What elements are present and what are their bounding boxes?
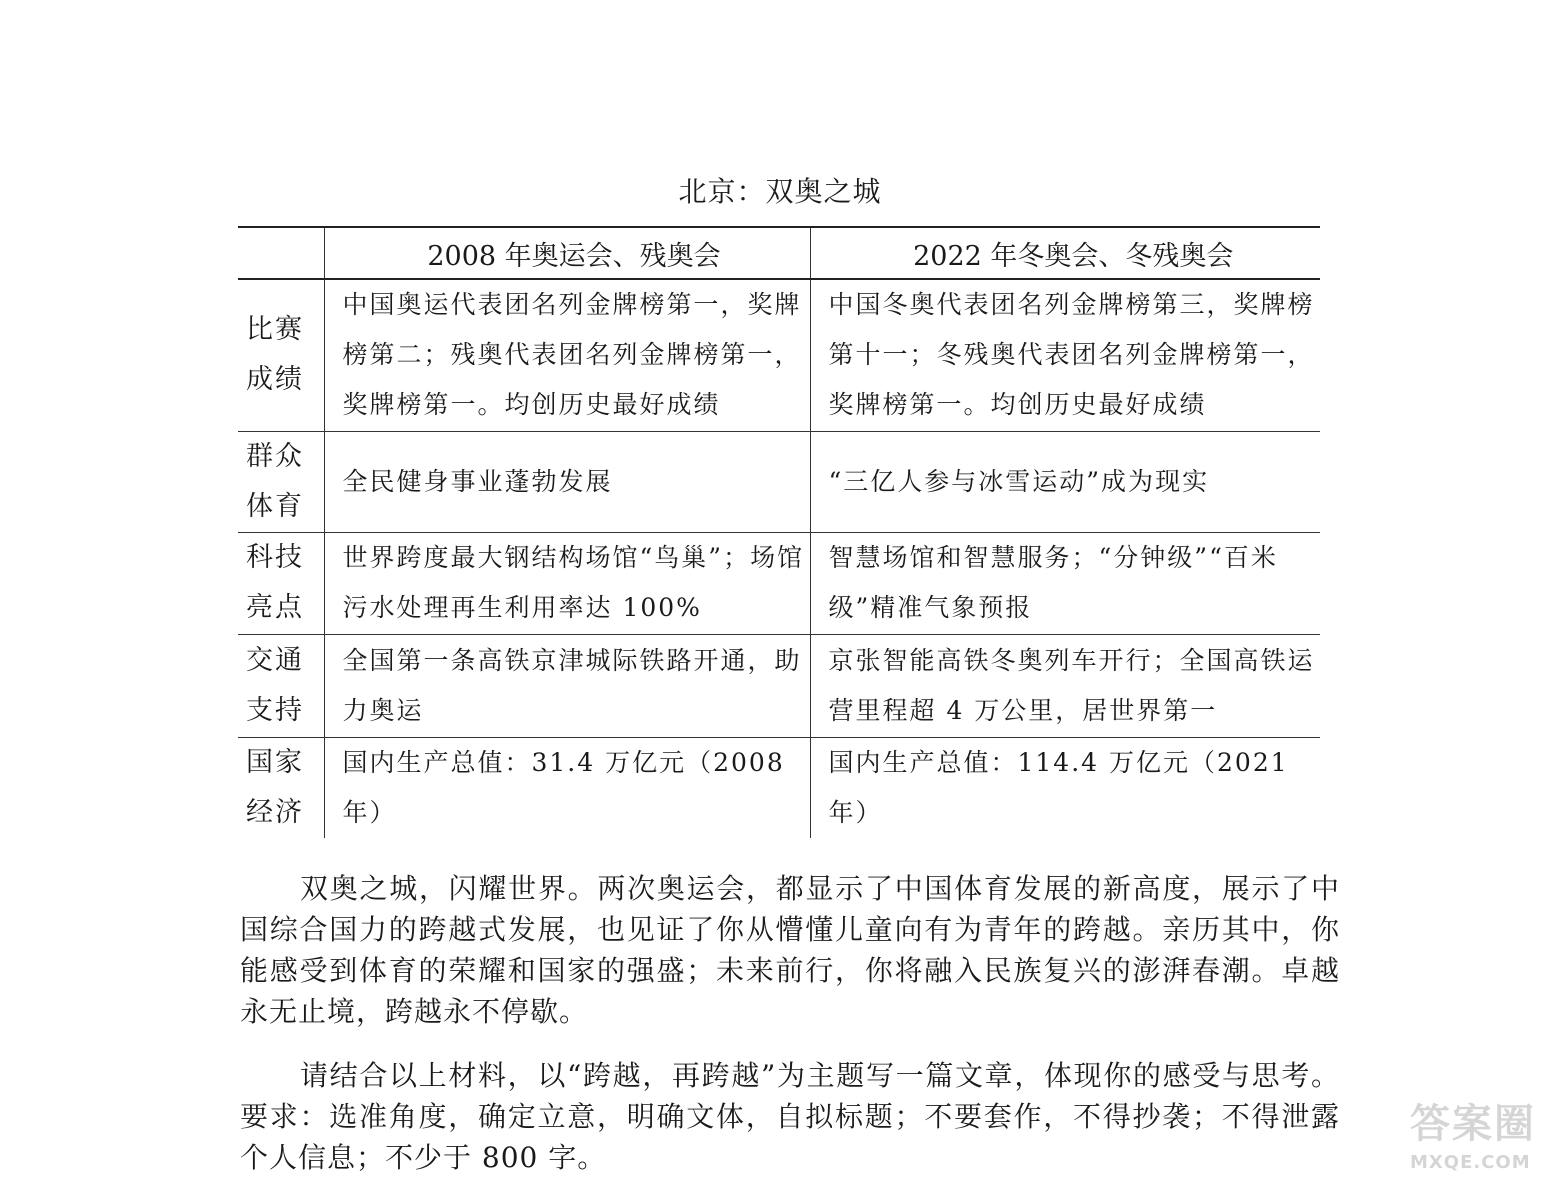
row-category-cell — [238, 634, 324, 737]
essay-paragraph-prompt: 请结合以上材料，以“跨越，再跨越”为主题写一篇文章，体现你的感受与思考。要求：选准角度，确定立意，明确文体，自拟标题；不要套作，不得抄袭；不得泄露个人信息；不少于 800 字。 — [240, 1059, 1340, 1174]
cell-2022: 智慧场馆和智慧服务；“分钟级”“百米级”精准气象预报 — [810, 532, 1320, 634]
row-category: 交通支持 — [246, 644, 304, 726]
table-row — [238, 431, 1320, 532]
row-category: 科技亮点 — [246, 542, 304, 623]
cell-2008: 中国奥运代表团名列金牌榜第一，奖牌榜第二；残奥代表团名列金牌榜第一，奖牌榜第一。均创历史最好成绩 — [324, 279, 810, 431]
row-category-cell — [238, 431, 324, 532]
cell-2022: 中国冬奥代表团名列金牌榜第三，奖牌榜第十一；冬残奥代表团名列金牌榜第一，奖牌榜第一。均创历史最好成绩 — [810, 279, 1320, 431]
row-category: 群众体育 — [246, 440, 304, 522]
cell-2008: 国内生产总值：31.4 万亿元（2008 年） — [324, 737, 810, 838]
row-category: 国家经济 — [246, 746, 304, 828]
header-cell-blank — [238, 227, 324, 279]
olympics-comparison-table — [238, 226, 1320, 838]
cell-2008: 全国第一条高铁京津城际铁路开通，助力奥运 — [324, 634, 810, 737]
cell-2022: 京张智能高铁冬奥列车开行；全国高铁运营里程超 4 万公里，居世界第一 — [810, 634, 1320, 737]
essay-paragraph-material: 双奥之城，闪耀世界。两次奥运会，都显示了中国体育发展的新高度，展示了中国综合国力的跨越式发展，也见证了你从懵懂儿童向有为青年的跨越。亲历其中，你能感受到体育的荣耀和国家的强盛；未来前行，你将融入民族复兴的澎湃春潮。卓越永无止境，跨越永不停歇。 — [240, 872, 1340, 1028]
header-cell-2008: 2008 年奥运会、残奥会 — [324, 227, 810, 279]
row-category: 比赛成绩 — [246, 314, 304, 396]
row-category-cell — [238, 532, 324, 634]
table-header-row — [238, 227, 1320, 279]
watermark-main-text: 答案圈 — [1410, 1101, 1536, 1147]
table-row — [238, 737, 1320, 838]
table-row — [238, 634, 1320, 737]
cell-2008: 世界跨度最大钢结构场馆“鸟巢”；场馆污水处理再生利用率达 100% — [324, 532, 810, 634]
site-watermark-logo — [1410, 1100, 1560, 1186]
cell-2008: 全民健身事业蓬勃发展 — [324, 431, 810, 532]
table-row — [238, 532, 1320, 634]
header-cell-2022: 2022 年冬奥会、冬残奥会 — [810, 227, 1320, 279]
cell-2022: “三亿人参与冰雪运动”成为现实 — [810, 431, 1320, 532]
row-category-cell — [238, 279, 324, 431]
watermark-sub-text: MXQE.COM — [1410, 1152, 1531, 1173]
row-category-cell — [238, 737, 324, 838]
table-title: 北京：双奥之城 — [678, 175, 882, 208]
cell-2022: 国内生产总值：114.4 万亿元（2021 年） — [828, 747, 1289, 827]
table-row — [238, 279, 1320, 431]
